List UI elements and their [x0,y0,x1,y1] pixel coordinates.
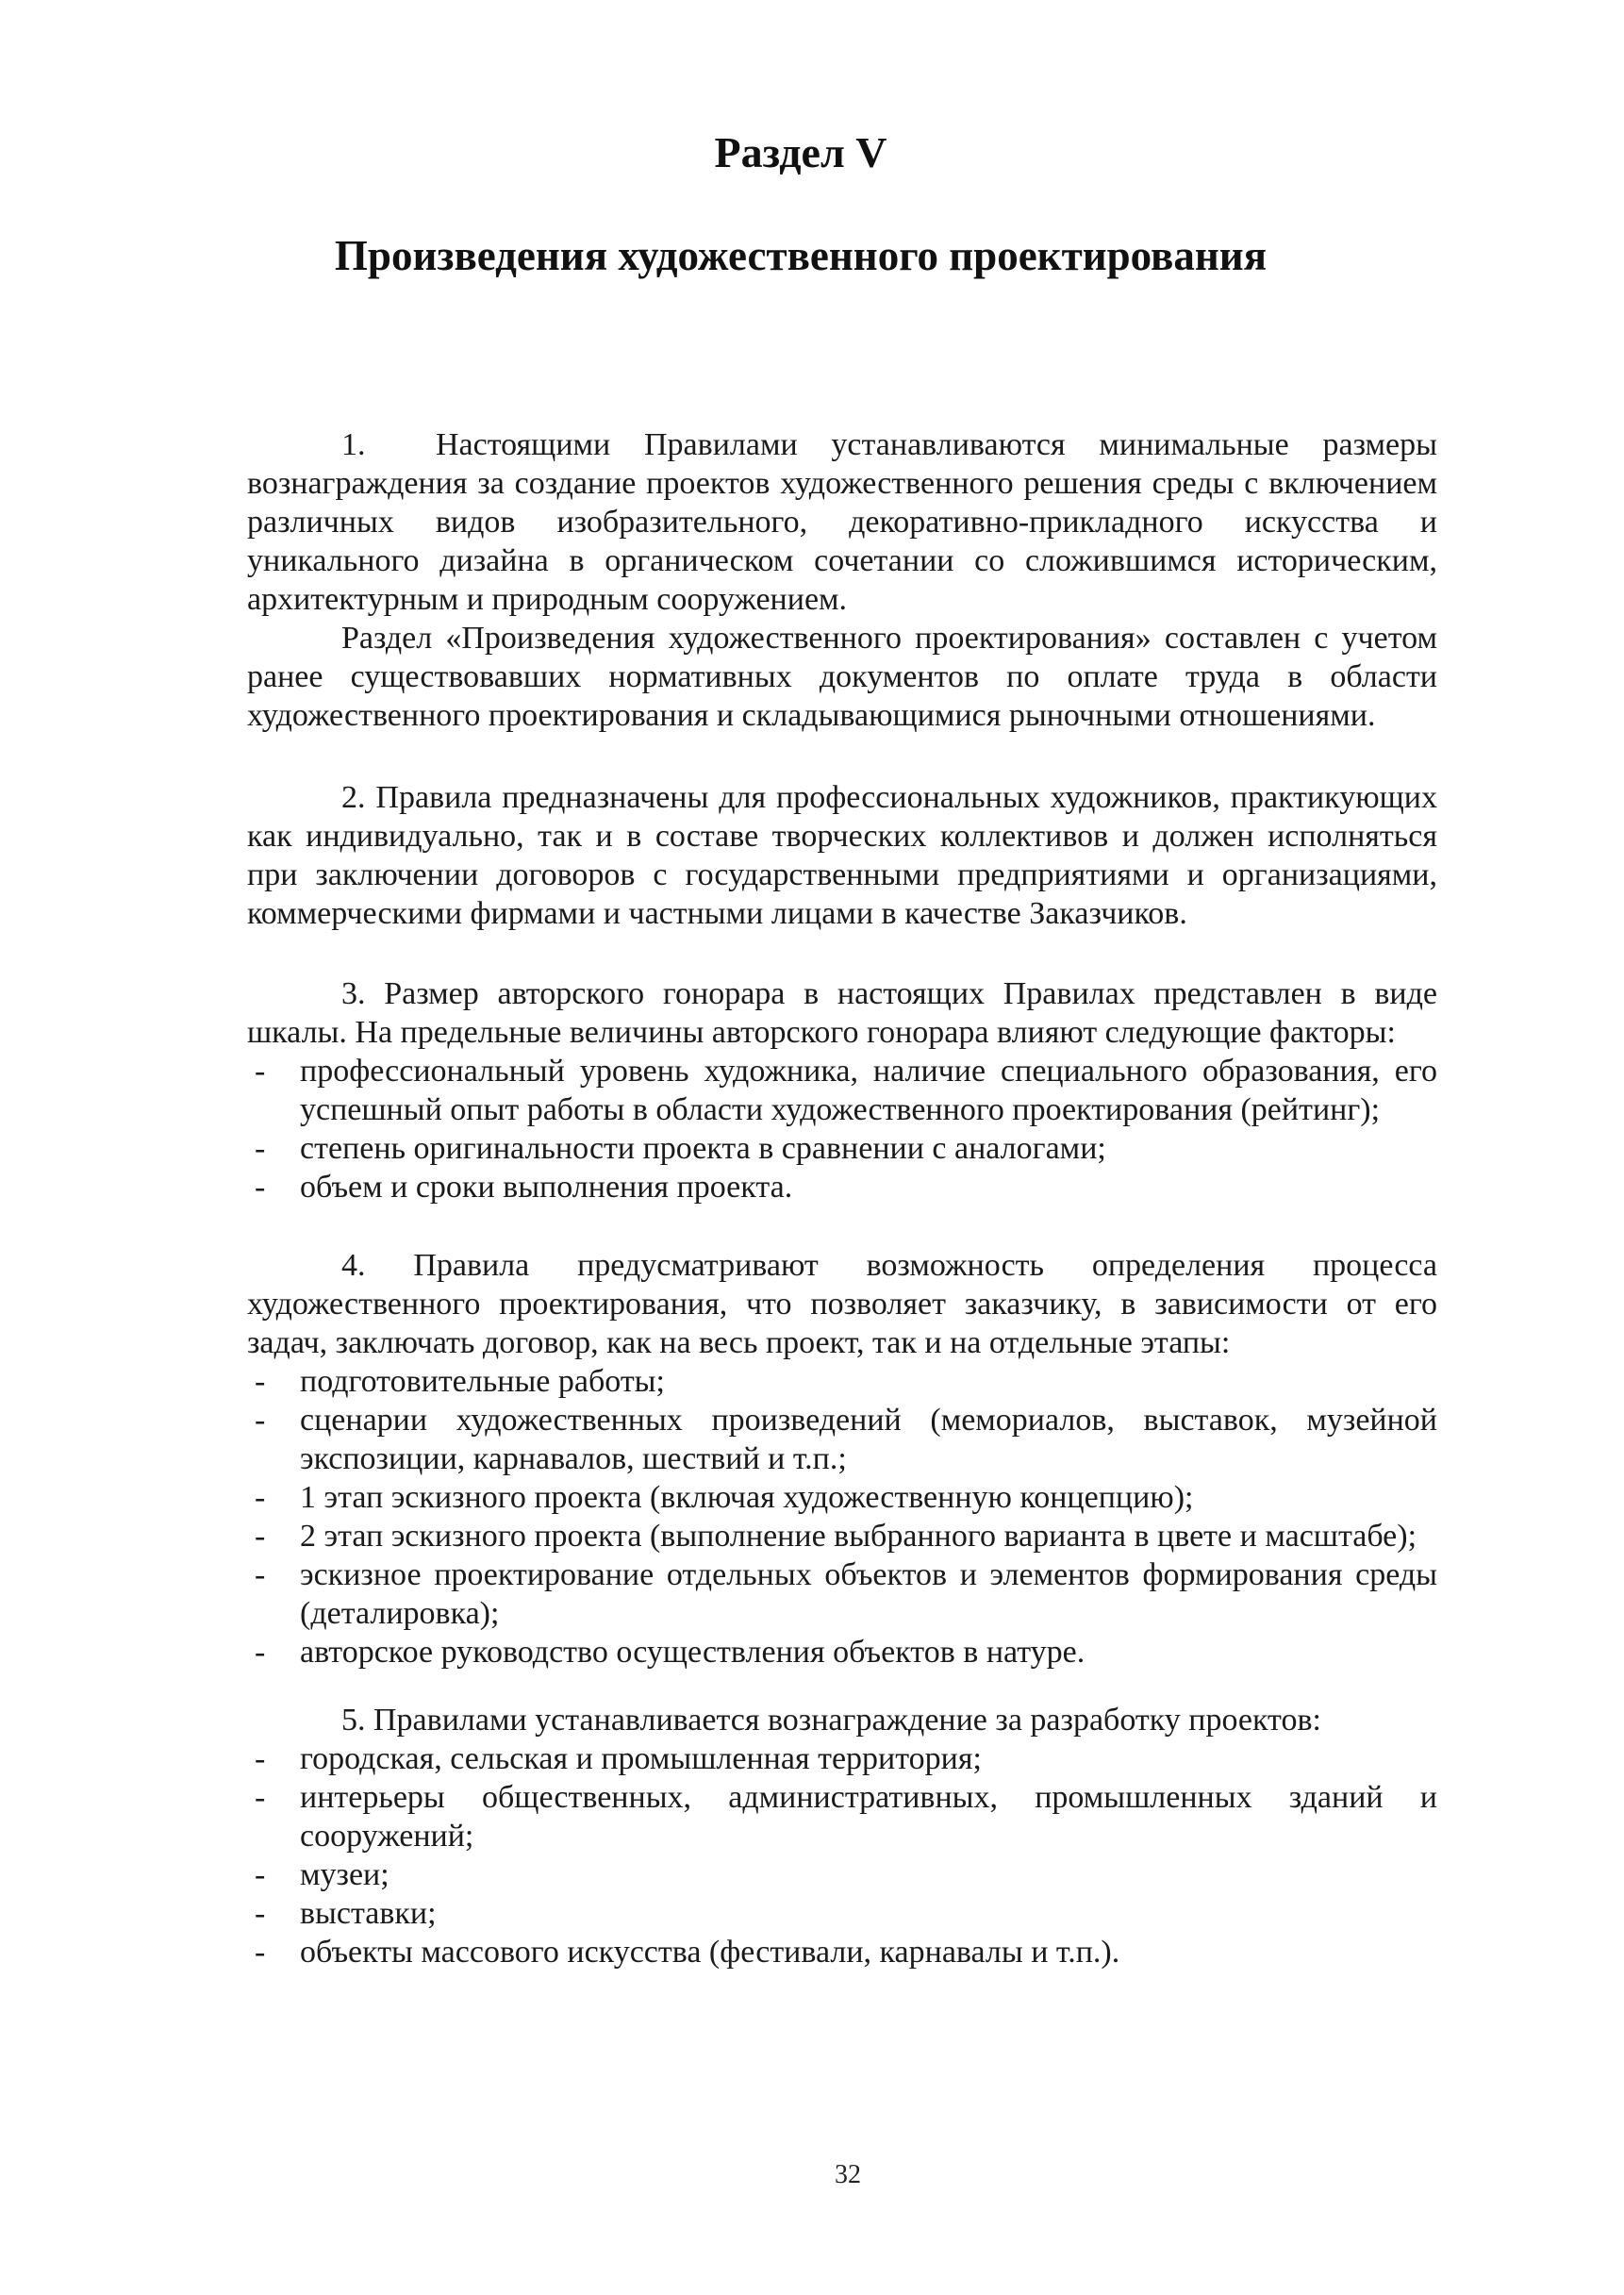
paragraph-5-lead: 5. Правилами устанавливается вознаграждение за разработку проектов: [341,1703,1321,1738]
paragraph-4 [247,1246,1437,1671]
list-item: - подготовительные работы; [247,1362,1437,1401]
paragraph-1-number: 1. [341,427,366,462]
paragraph-3 [247,974,1437,1206]
list-item: - 1 этап эскизного проекта (включая художественную концепцию); [247,1478,1437,1517]
paragraph-4-lead: 4. Правила предусматривают возможность определения процесса художественного проектирования, что позволяет заказчику, в зависимости от его задач, заключать договор, как на весь проект, так и на отдельные этапы: [247,1248,1437,1360]
section-title: Раздел V [714,128,887,176]
list-item: - интерьеры общественных, административных, промышленных зданий и сооружений; [247,1778,1437,1855]
paragraph-5-list [247,1739,1437,1971]
list-item: - объекты массового искусства (фестивали, карнавалы и т.п.). [247,1933,1437,1971]
list-item: - музеи; [247,1855,1437,1894]
paragraph-2 [247,778,1437,933]
paragraph-1-continuation: Раздел «Произведения художественного проектирования» составлен с учетом ранее существовавших нормативных документов по оплате труда в области художественного проектирования и складывающимися рыночными отношениями. [247,621,1437,733]
list-item: - степень оригинальности проекта в сравнении с аналогами; [247,1129,1437,1168]
list-item: - выставки; [247,1894,1437,1933]
paragraph-1 [247,425,1437,735]
list-item: - эскизное проектирование отдельных объектов и элементов формирования среды (деталировка); [247,1555,1437,1633]
list-item: - профессиональный уровень художника, наличие специального образования, его успешный опыт работы в области художественного проектирования (рейтинг); [247,1052,1437,1129]
paragraph-1-text: Настоящими Правилами устанавливаются минимальные размеры вознаграждения за создание проектов художественного решения среды с включением различных видов изобразительного, декоративно-прикладного искусства и уникального дизайна в органическом сочетании со сложившимся историческим, архитектурным и природным сооружением. [247,427,1437,617]
paragraph-3-lead: 3. Размер авторского гонорара в настоящих Правилах представлен в виде шкалы. На предельные величины авторского гонорара влияют следующие факторы: [247,976,1437,1050]
list-item: - 2 этап эскизного проекта (выполнение выбранного варианта в цвете и масштабе); [247,1517,1437,1555]
section-subtitle: Произведения художественного проектирования [334,232,1268,279]
page-number: 32 [835,2160,861,2189]
paragraph-4-list [247,1362,1437,1671]
list-item: - объем и сроки выполнения проекта. [247,1168,1437,1206]
list-item: - сценарии художественных произведений (мемориалов, выставок, музейной экспозиции, карнавалов, шествий и т.п.; [247,1401,1437,1478]
list-item: - авторское руководство осуществления объектов в натуре. [247,1633,1437,1671]
paragraph-5 [247,1701,1437,1971]
paragraph-2-text: 2. Правила предназначены для профессиональных художников, практикующих как индивидуально, так и в составе творческих коллективов и должен исполняться при заключении договоров с государственными предприятиями и организациями, коммерческими фирмами и частными лицами в качестве Заказчиков. [247,780,1437,931]
paragraph-3-list [247,1052,1437,1206]
list-item: - городская, сельская и промышленная территория; [247,1739,1437,1778]
